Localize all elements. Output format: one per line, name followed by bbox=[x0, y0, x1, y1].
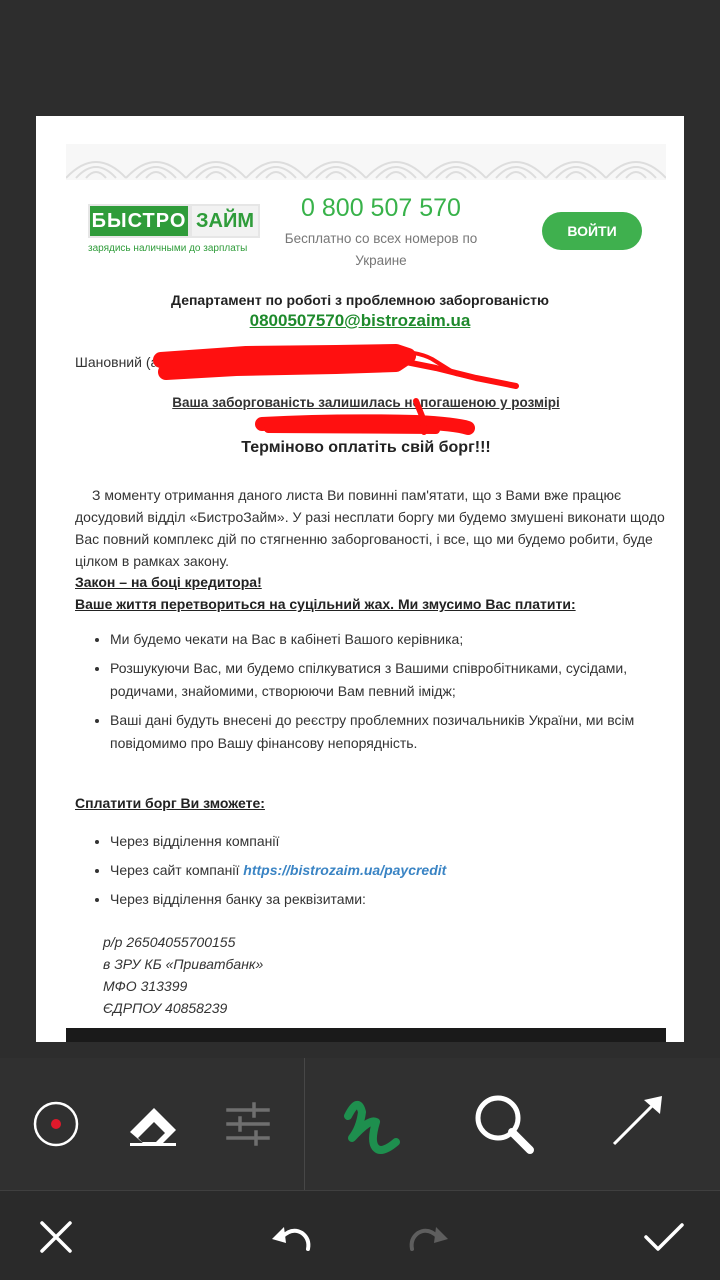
undo-icon[interactable] bbox=[268, 1217, 316, 1257]
adjust-icon bbox=[216, 1058, 280, 1190]
department-title: Департамент по роботі з проблемною заборгованістю bbox=[171, 292, 549, 308]
requisite-line: в ЗРУ КБ «Приватбанк» bbox=[103, 956, 264, 972]
debt-line: Ваша заборгованість залишилась непогашеною у розмірі bbox=[172, 395, 560, 410]
threat-list bbox=[88, 628, 684, 761]
payment-list bbox=[88, 830, 684, 917]
urgent-heading: Терміново оплатіть свій борг!!! bbox=[241, 439, 491, 456]
toolbar-divider bbox=[304, 1058, 305, 1190]
list-item: • Розшукуючи Вас, ми будемо спілкуватися з Вашими співробітниками, сусідами, родичами, знайомими, створюючи Вам певний імідж; bbox=[110, 657, 684, 703]
logo-word-right: ЗАЙМ bbox=[192, 206, 258, 236]
threat-line: Ваше життя перетвориться на суцільний жах. Ми змусимо Вас платити: bbox=[75, 596, 576, 612]
eraser-icon[interactable] bbox=[120, 1058, 184, 1190]
list-item: • Ваші дані будуть внесені до реєстру проблемних позичальників України, ми всім повідомимо про Вашу фінансову непорядність. bbox=[110, 709, 684, 755]
list-item: • Через відділення банку за реквізитами: bbox=[110, 888, 684, 917]
hotline-phone: 0 800 507 570 bbox=[301, 194, 461, 222]
login-button: ВОЙТИ bbox=[542, 212, 642, 250]
department-email: 0800507570@bistrozaim.ua bbox=[249, 311, 471, 330]
requisite-line: ЄДРПОУ 40858239 bbox=[103, 1000, 228, 1016]
bank-requisites bbox=[103, 931, 263, 1019]
redo-icon bbox=[404, 1217, 452, 1257]
decorative-pattern bbox=[66, 144, 666, 180]
confirm-icon[interactable] bbox=[642, 1217, 686, 1257]
scribble-pen-icon[interactable] bbox=[336, 1058, 408, 1190]
pay-site-label: Через сайт компанії bbox=[110, 862, 240, 878]
intro-paragraph: З моменту отримання даного листа Ви повинні пам'ятати, що з Вами вже працює досудовий відділ «БистроЗайм». У разі несплати боргу ми будемо змушені виконати щодо Вас повний комплекс дій по стягненню заборгованості, і все, що ми будемо робити, буде цілком в рамках закону. bbox=[75, 487, 665, 569]
list-item: • Ми будемо чекати на Вас в кабінеті Вашого керівника; bbox=[110, 628, 684, 651]
close-icon[interactable] bbox=[36, 1217, 76, 1257]
logo-word-left: БЫСТРО bbox=[90, 206, 188, 236]
arrow-tool-icon[interactable] bbox=[604, 1058, 668, 1190]
zoom-icon[interactable] bbox=[468, 1058, 540, 1190]
law-line: Закон – на боці кредитора! bbox=[75, 574, 262, 590]
salutation: Шановний (а) bbox=[75, 354, 163, 370]
requisite-line: р/р 26504055700155 bbox=[103, 934, 236, 950]
logo-tagline: зарядись наличными до зарплаты bbox=[88, 243, 248, 254]
payment-title: Сплатити борг Ви зможете: bbox=[75, 795, 265, 811]
list-item: • Через відділення компанії bbox=[110, 830, 684, 859]
list-item bbox=[110, 859, 684, 888]
edit-toolbar bbox=[0, 1058, 720, 1190]
company-logo bbox=[88, 204, 268, 264]
cropped-footer bbox=[66, 1028, 666, 1042]
letter-image bbox=[36, 116, 684, 1042]
record-icon[interactable] bbox=[24, 1058, 88, 1190]
action-bar bbox=[0, 1191, 720, 1280]
hotline-note: Бесплатно со всех номеров по Украине bbox=[284, 231, 478, 268]
requisite-line: МФО 313399 bbox=[103, 978, 188, 994]
pay-link: https://bistrozaim.ua/paycredit bbox=[243, 862, 447, 878]
